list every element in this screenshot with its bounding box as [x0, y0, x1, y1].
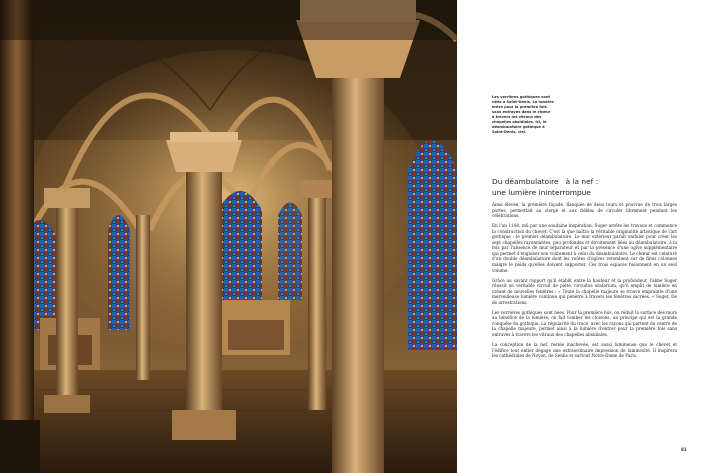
photo-caption: Les verrières gothiques sont nées à Saint-Denis. La lumière entre pour la première fois sans entraves dans le chœur à travers les vitraux des chapelles absidiales. Ici, le déambulatoire gothique à Saint-Denis, ciel. — [492, 95, 554, 134]
paragraph-1: Ainsi élevée, la première façade, flanquée de deux tours et pourvue de trois larges portes, permettait au clergé et aux fidèles de circuler librement pendant les célébrations. — [492, 202, 677, 219]
section-title-line-2: une lumière ininterrompue — [492, 188, 591, 197]
text-page — [457, 0, 709, 473]
page-number: 81 — [681, 447, 687, 452]
stained-glass-center-window — [218, 191, 302, 310]
paragraph-4: Les verrières gothiques sont nées. Pour la première fois, on réduit la surface des murs au bénéfice de la lumière, on fait tomber les cloisons, un principe qui est la grande conquête du gothique. La régularité du tracé, avec les rayons qui partent du centre de la chapelle majeure, permet ainsi à la lumière d'entrer pour la première fois sans entraves à travers les vitraux des chapelles absidiales. — [492, 309, 677, 337]
body-text — [492, 202, 677, 363]
paragraph-3: Grâce au savant rapport qu'il établit entre la hauteur et la profondeur, l'abbé Suger réussit un véritable circuit de piété, circuitus oratorium, qu'il emplit de lumière en créant de nouvelles fenêtres : « Toute la chapelle majeure se trouve emprainte d'une merveilleuse lumière continue qui pénètre à travers les fenêtres sacrées. » Suger, De de arrestrations. — [492, 277, 677, 305]
stained-glass-right-window — [408, 140, 457, 350]
paragraph-2: En l'an 1140, mû par une soudaine inspiration, Suger arrête les travaux et commence la construction du chevet. C'est là que naîtra la véritable originalité artistique de l'art gothique : le premier déambulatoire. Le mur extérieur paraît onduler pour créer les sept chapelles rayonnantes, peu profondes et étroitement liées au déambulatoire, à la fois par l'absence de mur séparateur et par la présence d'une ogive supplémentaire qui permet d'englober son voûtement à celui du déambulatoire. Le chœur est ceinturé d'un double déambulatoire dont les voûtes d'ogives retombent sur de fines colonnes malgré le poids qu'elles doivent supporter. Ces trois espaces fusionnent en un seul volume. — [492, 223, 677, 273]
section-title — [492, 176, 667, 198]
paragraph-5: La conception de la nef, restée inachevée, est aussi lumineuse que le chevet et l'édifice tout entier dégage une extraordinaire impression de luminosité. Il inspirera les cathédrales de Noyon, de Senlis et surtout Notre-Dame de Paris. — [492, 342, 677, 359]
section-title-line-1: Du déambulatoire à la nef : — [492, 177, 599, 186]
